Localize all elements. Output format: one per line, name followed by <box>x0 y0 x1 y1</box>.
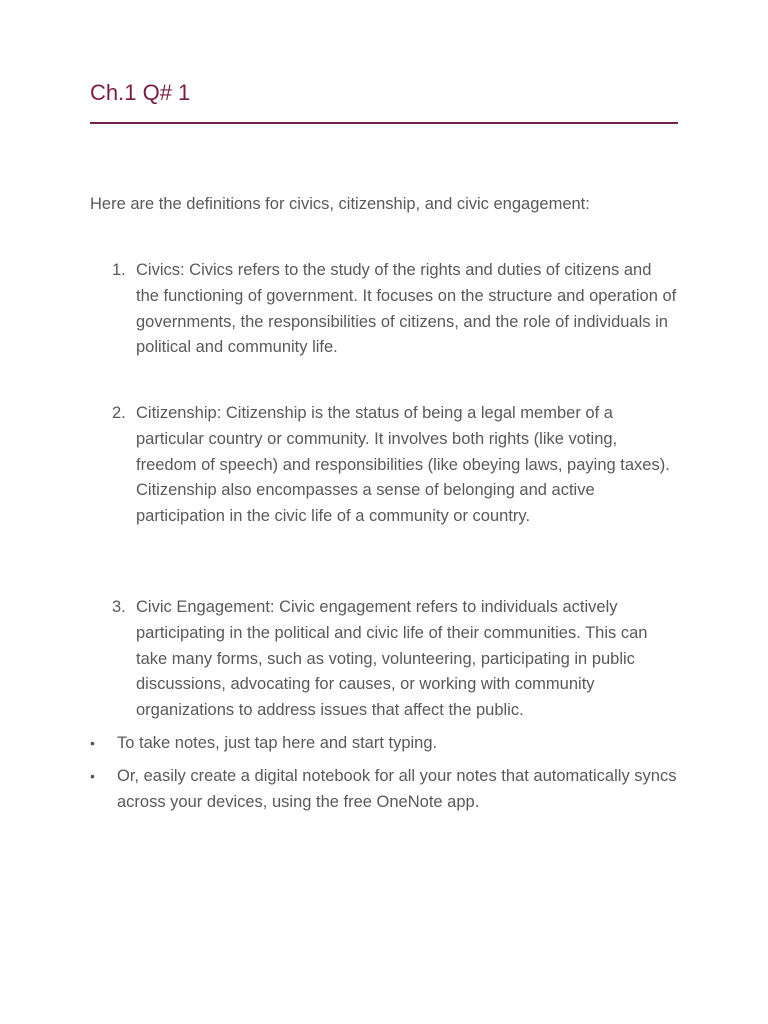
list-item-text: Civics: Civics refers to the study of the rights and duties of citizens and the functioning of government. It focuses on the structure and operation of governments, the responsibilities of citizens, and the role of individuals in political and community life. <box>136 261 677 357</box>
page-title[interactable]: Ch.1 Q# 1 <box>90 80 191 105</box>
bullet-text: To take notes, just tap here and start typing. <box>117 734 438 752</box>
intro-paragraph[interactable]: Here are the definitions for civics, citizenship, and civic engagement: <box>90 195 590 213</box>
list-number: 3. <box>112 598 126 616</box>
numbered-list-item-civics[interactable] <box>112 258 678 361</box>
bullet-icon: • <box>90 768 95 784</box>
bullet-item-take-notes[interactable] <box>90 731 678 757</box>
list-item-text: Citizenship: Citizenship is the status of being a legal member of a particular country or community. It involves both rights (like voting, freedom of speech) and responsibilities (like obeying laws, paying taxes). Citizenship also encompasses a sense of belonging and active participation in the civic life of a community or country. <box>136 404 670 526</box>
list-number: 1. <box>112 261 126 279</box>
list-number: 2. <box>112 404 126 422</box>
bullet-text: Or, easily create a digital notebook for all your notes that automatically syncs across your devices, using the free OneNote app. <box>117 767 677 811</box>
numbered-list-item-citizenship[interactable] <box>112 401 678 530</box>
bullet-item-onenote[interactable] <box>90 764 678 816</box>
list-item-text: Civic Engagement: Civic engagement refers to individuals actively participating in the political and civic life of their communities. This can take many forms, such as voting, volunteering, participating in public discussions, advocating for causes, or working with community organizations to address issues that affect the public. <box>136 598 648 720</box>
bullet-icon: • <box>90 735 95 751</box>
numbered-list-item-civic-engagement[interactable] <box>112 595 678 724</box>
title-underline-divider <box>90 122 678 124</box>
